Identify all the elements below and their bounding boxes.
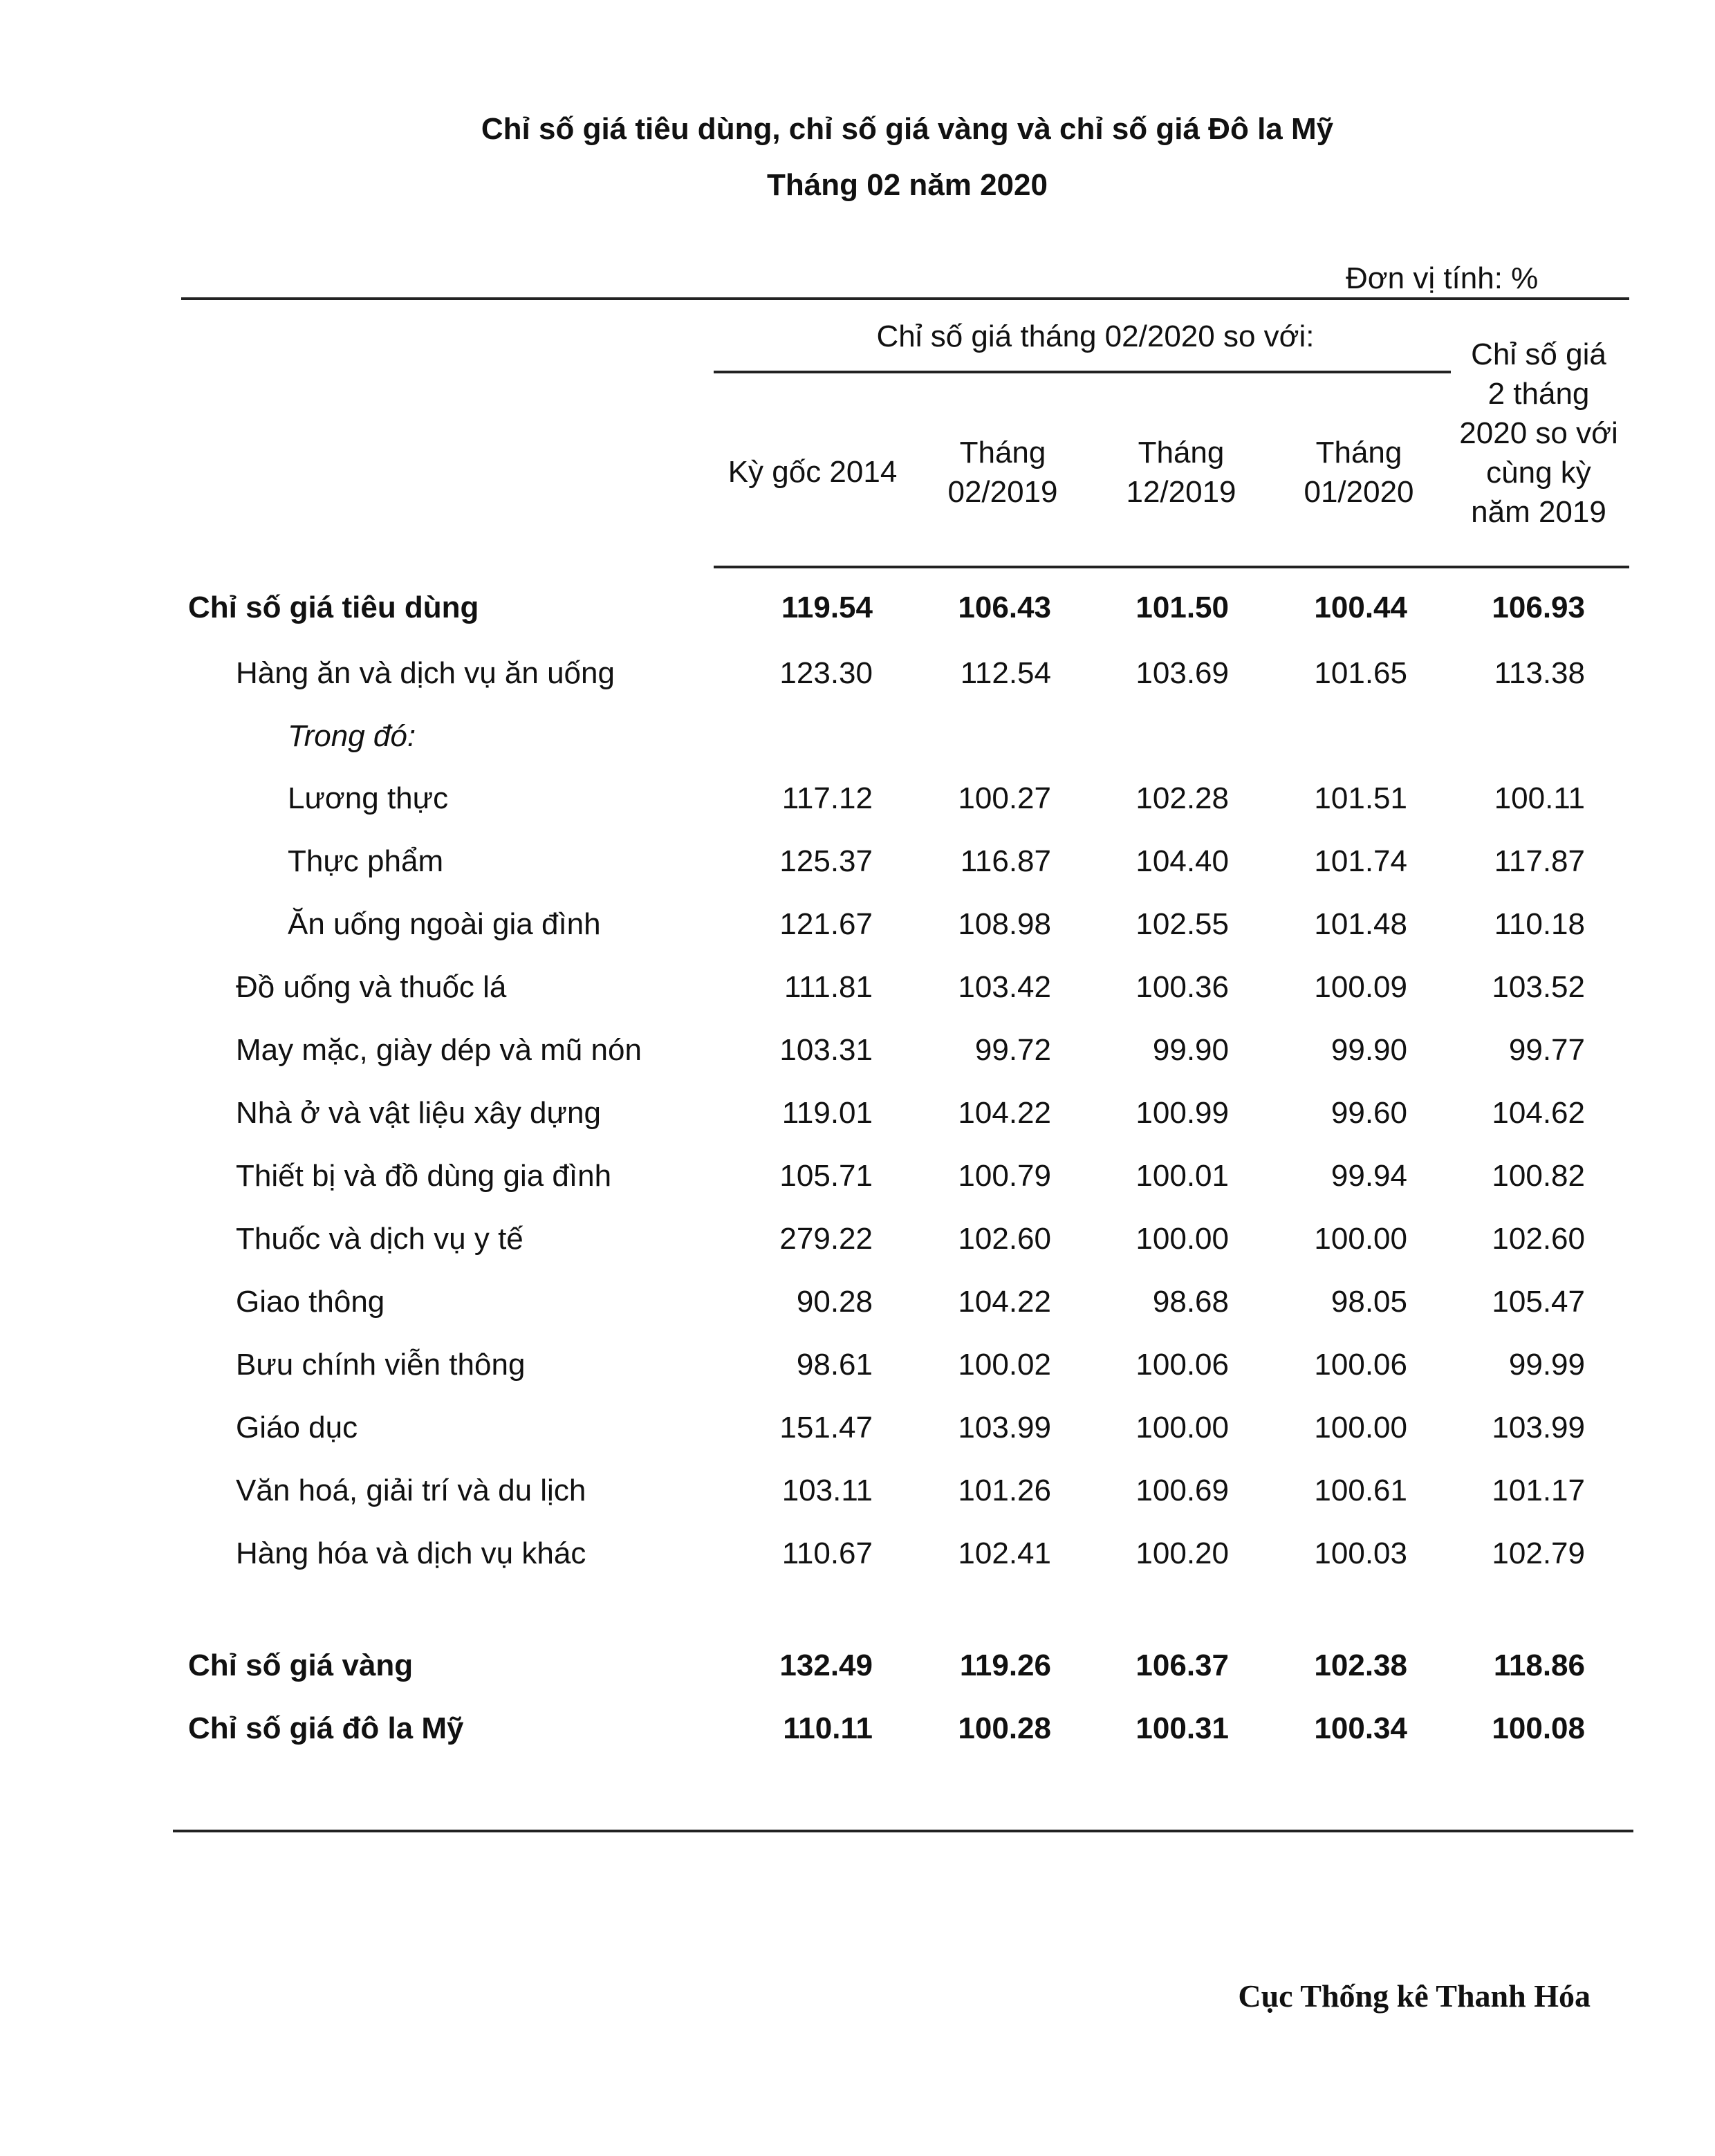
row-label: Giáo dục [236, 1411, 358, 1444]
table-row [0, 1536, 1715, 1578]
unit-label: Đơn vị tính: % [1346, 261, 1539, 295]
cell-dec-2019: 106.37 [1135, 1648, 1229, 1682]
row-label: Văn hoá, giải trí và du lịch [236, 1474, 586, 1507]
cell-2months-yoy: 118.86 [1493, 1648, 1585, 1682]
cell-base-2014: 119.01 [781, 1096, 873, 1130]
header-col5-line2: 2 tháng [1487, 377, 1590, 411]
header-col3-line2: 12/2019 [1126, 475, 1236, 509]
cell-jan-2020: 100.06 [1314, 1348, 1407, 1382]
row-label: Thiết bị và đồ dùng gia đình [236, 1159, 612, 1193]
cell-2months-yoy: 117.87 [1494, 844, 1585, 878]
cell-base-2014: 132.49 [779, 1648, 873, 1682]
cell-2months-yoy: 113.38 [1494, 656, 1585, 690]
table-row-cpi [0, 591, 1715, 632]
cell-base-2014: 121.67 [779, 907, 873, 941]
cell-base-2014: 98.61 [796, 1348, 873, 1382]
cell-jan-2020: 102.38 [1314, 1648, 1407, 1682]
cell-jan-2020: 100.03 [1314, 1536, 1407, 1570]
cell-2months-yoy: 101.17 [1492, 1474, 1585, 1507]
cell-dec-2019: 102.28 [1135, 781, 1229, 815]
cell-2months-yoy: 103.52 [1492, 970, 1585, 1004]
header-group-label: Chỉ số giá tháng 02/2020 so với: [876, 319, 1315, 353]
row-label: Hàng hóa và dịch vụ khác [236, 1536, 586, 1570]
cell-dec-2019: 100.99 [1135, 1096, 1229, 1130]
cell-dec-2019: 100.00 [1135, 1411, 1229, 1444]
cell-base-2014: 111.81 [784, 970, 873, 1004]
table-top-rule [181, 297, 1629, 300]
cell-dec-2019: 100.20 [1135, 1536, 1229, 1570]
cell-feb-2019: 100.27 [958, 781, 1051, 815]
cell-jan-2020: 100.44 [1314, 591, 1407, 624]
cell-2months-yoy: 100.82 [1492, 1159, 1585, 1193]
header-col5-line4: cùng kỳ [1486, 456, 1591, 490]
table-row [0, 1474, 1715, 1515]
table-row [0, 907, 1715, 949]
row-label: Chỉ số giá tiêu dùng [188, 591, 479, 624]
cell-dec-2019: 104.40 [1135, 844, 1229, 878]
cell-base-2014: 123.30 [779, 656, 873, 690]
header-bottom-rule [714, 566, 1629, 568]
cell-base-2014: 110.11 [783, 1711, 873, 1745]
cell-2months-yoy: 102.79 [1492, 1536, 1585, 1570]
row-label: Bưu chính viễn thông [236, 1348, 526, 1382]
row-label: Thuốc và dịch vụ y tế [236, 1222, 523, 1256]
header-col-base-2014 [712, 452, 913, 492]
cell-feb-2019: 103.42 [958, 970, 1051, 1004]
cell-feb-2019: 100.79 [958, 1159, 1051, 1193]
table-row [0, 1411, 1715, 1452]
cell-feb-2019: 104.22 [958, 1285, 1051, 1319]
cell-base-2014: 110.67 [781, 1536, 873, 1570]
table-row [0, 1222, 1715, 1263]
cell-base-2014: 119.54 [781, 591, 873, 624]
cell-dec-2019: 98.68 [1152, 1285, 1229, 1319]
cell-jan-2020: 100.00 [1314, 1222, 1407, 1256]
table-row [0, 1033, 1715, 1075]
cell-dec-2019: 100.69 [1135, 1474, 1229, 1507]
cell-jan-2020: 99.90 [1331, 1033, 1407, 1067]
cell-jan-2020: 100.61 [1314, 1474, 1407, 1507]
cell-base-2014: 103.11 [781, 1474, 873, 1507]
cell-base-2014: 117.12 [781, 781, 873, 815]
cell-base-2014: 90.28 [796, 1285, 873, 1319]
cell-dec-2019: 103.69 [1135, 656, 1229, 690]
cell-dec-2019: 100.01 [1135, 1159, 1229, 1193]
row-label: Chỉ số giá đô la Mỹ [188, 1711, 464, 1745]
cell-feb-2019: 106.43 [958, 591, 1051, 624]
table-row [0, 656, 1715, 698]
cell-2months-yoy: 105.47 [1492, 1285, 1585, 1319]
header-col-dec-2019 [1098, 433, 1264, 512]
cell-dec-2019: 100.31 [1135, 1711, 1229, 1745]
cell-dec-2019: 100.36 [1135, 970, 1229, 1004]
cell-feb-2019: 116.87 [960, 844, 1051, 878]
cell-jan-2020: 101.74 [1314, 844, 1407, 878]
document-title: Chỉ số giá tiêu dùng, chỉ số giá vàng và chỉ số giá Đô la Mỹ [481, 112, 1334, 146]
row-label: Trong đó: [288, 719, 416, 753]
cell-feb-2019: 100.02 [958, 1348, 1051, 1382]
table-row-gold [0, 1648, 1715, 1690]
row-label: Hàng ăn và dịch vụ ăn uống [236, 656, 615, 690]
row-label: Thực phẩm [288, 844, 444, 878]
row-label: Nhà ở và vật liệu xây dựng [236, 1096, 601, 1130]
cell-2months-yoy: 100.11 [1494, 781, 1585, 815]
table-bottom-rule [173, 1830, 1633, 1832]
cell-jan-2020: 100.09 [1314, 970, 1407, 1004]
cell-base-2014: 279.22 [779, 1222, 873, 1256]
header-col1-line: Kỳ gốc 2014 [727, 455, 898, 489]
cell-jan-2020: 101.65 [1314, 656, 1407, 690]
header-col2-line2: 02/2019 [947, 475, 1058, 509]
cell-jan-2020: 99.94 [1331, 1159, 1407, 1193]
cell-base-2014: 125.37 [779, 844, 873, 878]
issuer-signature: Cục Thống kê Thanh Hóa [1238, 1978, 1591, 2014]
cell-2months-yoy: 99.77 [1508, 1033, 1585, 1067]
cell-feb-2019: 101.26 [958, 1474, 1051, 1507]
table-row [0, 844, 1715, 886]
cell-base-2014: 151.47 [779, 1411, 873, 1444]
header-col4-line1: Tháng [1315, 436, 1402, 470]
header-col-2months-yoy [1445, 335, 1632, 532]
header-group-rule [714, 371, 1451, 373]
table-row-subheading [0, 719, 1715, 761]
cell-2months-yoy: 110.18 [1494, 907, 1585, 941]
cell-base-2014: 103.31 [779, 1033, 873, 1067]
cell-jan-2020: 101.51 [1314, 781, 1407, 815]
table-row [0, 781, 1715, 823]
table-row [0, 1348, 1715, 1389]
cell-feb-2019: 100.28 [958, 1711, 1051, 1745]
table-row [0, 1159, 1715, 1200]
cell-dec-2019: 100.00 [1135, 1222, 1229, 1256]
row-label: May mặc, giày dép và mũ nón [236, 1033, 642, 1067]
cell-2months-yoy: 100.08 [1492, 1711, 1585, 1745]
table-row [0, 970, 1715, 1012]
cell-feb-2019: 112.54 [960, 656, 1051, 690]
cell-dec-2019: 101.50 [1135, 591, 1229, 624]
row-label: Đồ uống và thuốc lá [236, 970, 507, 1004]
header-col5-line1: Chỉ số giá [1471, 337, 1606, 371]
cell-2months-yoy: 104.62 [1492, 1096, 1585, 1130]
table-row [0, 1096, 1715, 1137]
header-col3-line1: Tháng [1138, 436, 1225, 470]
cell-feb-2019: 108.98 [958, 907, 1051, 941]
header-col-feb-2019 [920, 433, 1086, 512]
cell-feb-2019: 99.72 [974, 1033, 1051, 1067]
row-label: Lương thực [288, 781, 449, 815]
cell-jan-2020: 98.05 [1331, 1285, 1407, 1319]
cell-jan-2020: 100.34 [1314, 1711, 1407, 1745]
header-col2-line1: Tháng [959, 436, 1046, 470]
cell-feb-2019: 119.26 [959, 1648, 1051, 1682]
cell-dec-2019: 99.90 [1152, 1033, 1229, 1067]
cell-feb-2019: 102.60 [958, 1222, 1051, 1256]
cell-feb-2019: 103.99 [958, 1411, 1051, 1444]
cell-dec-2019: 100.06 [1135, 1348, 1229, 1382]
row-label: Ăn uống ngoài gia đình [288, 907, 601, 941]
row-label: Chỉ số giá vàng [188, 1648, 414, 1682]
header-col-jan-2020 [1276, 433, 1442, 512]
cell-2months-yoy: 102.60 [1492, 1222, 1585, 1256]
header-col4-line2: 01/2020 [1304, 475, 1414, 509]
document-subtitle: Tháng 02 năm 2020 [767, 168, 1048, 202]
row-label: Giao thông [236, 1285, 385, 1319]
cell-jan-2020: 100.00 [1314, 1411, 1407, 1444]
cell-base-2014: 105.71 [779, 1159, 873, 1193]
table-row-usd [0, 1711, 1715, 1753]
cell-2months-yoy: 106.93 [1492, 591, 1585, 624]
cell-dec-2019: 102.55 [1135, 907, 1229, 941]
header-col5-line5: năm 2019 [1471, 495, 1606, 529]
cell-feb-2019: 102.41 [958, 1536, 1051, 1570]
table-row [0, 1285, 1715, 1326]
cell-feb-2019: 104.22 [958, 1096, 1051, 1130]
cell-jan-2020: 101.48 [1314, 907, 1407, 941]
cell-2months-yoy: 99.99 [1508, 1348, 1585, 1382]
cell-2months-yoy: 103.99 [1492, 1411, 1585, 1444]
header-col5-line3: 2020 so với [1459, 416, 1618, 450]
cell-jan-2020: 99.60 [1331, 1096, 1407, 1130]
